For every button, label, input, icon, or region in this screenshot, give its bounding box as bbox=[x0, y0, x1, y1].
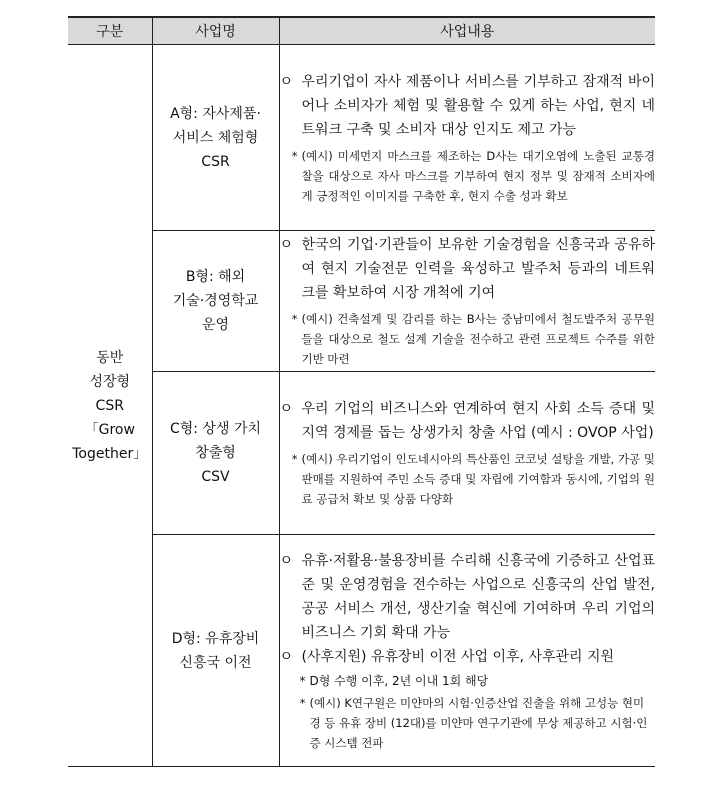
note-item bbox=[280, 671, 656, 691]
bullet-item bbox=[280, 549, 656, 645]
bullet-marker: ㅇ bbox=[279, 237, 294, 253]
name-line: 운영 bbox=[201, 317, 230, 333]
example-text: (예시) 미세먼지 마스크를 제조하는 D사는 대기오염에 노출된 교통경찰을 대상으로 자사 마스크를 기부하여 현지 정부 및 잠재적 소비자에게 긍정적인 이미지를 구축한 후, 현지 수출 성과 확보 bbox=[301, 148, 655, 203]
bullet-item bbox=[280, 70, 656, 142]
name-line: 서비스 체험형 bbox=[172, 129, 259, 146]
row-name-d bbox=[152, 535, 279, 767]
bullet-marker: ㅇ bbox=[279, 648, 294, 665]
bullet-text: 우리 기업의 비즈니스와 연계하여 현지 사회 소득 증대 및 지역 경제를 돕는 상생가치 창출 사업 (예시 : OVOP 사업) bbox=[301, 401, 655, 441]
name-line: 신흥국 이전 bbox=[179, 654, 252, 671]
bullet-marker: ㅇ bbox=[279, 552, 294, 569]
row-content-c bbox=[279, 372, 655, 535]
category-line: 성장형 bbox=[89, 373, 131, 390]
name-line: A형: 자사제품· bbox=[170, 105, 261, 122]
name-line: 기술·경영학교 bbox=[172, 293, 259, 309]
bullet-item bbox=[280, 645, 656, 669]
bullet-text: (사후지원) 유휴장비 이전 사업 이후, 사후관리 지원 bbox=[301, 648, 615, 665]
table-row-c bbox=[68, 372, 655, 535]
name-line: D형: 유휴장비 bbox=[171, 630, 260, 647]
bullet-marker: ㅇ bbox=[279, 73, 294, 90]
name-line: C형: 상생 가치 bbox=[169, 421, 261, 437]
example-item bbox=[280, 449, 656, 509]
row-content-a bbox=[279, 45, 655, 231]
star-marker: * bbox=[299, 673, 306, 688]
row-name-b bbox=[152, 231, 279, 372]
note-text: D형 수행 이후, 2년 이내 1회 해당 bbox=[309, 673, 489, 688]
table-row-b bbox=[68, 231, 655, 372]
category-line: 동반 bbox=[96, 349, 124, 366]
example-text: (예시) 우리기업이 인도네시아의 특산품인 코코넛 설탕을 개발, 가공 및 판매를 지원하여 주민 소득 증대 및 자립에 기여함과 동시에, 기업의 원료 공급처 확보 및 상품 다양화 bbox=[301, 452, 655, 506]
name-line: CSR bbox=[201, 153, 230, 170]
row-name-c bbox=[152, 372, 279, 535]
row-content-d bbox=[279, 535, 655, 767]
example-item bbox=[280, 693, 656, 753]
header-category: 구분 bbox=[68, 17, 152, 45]
header-content: 사업내용 bbox=[279, 17, 655, 45]
header-row bbox=[68, 17, 655, 45]
star-marker: * bbox=[291, 148, 298, 163]
category-cell bbox=[68, 45, 152, 767]
table-row-a bbox=[68, 45, 655, 231]
example-item bbox=[280, 309, 656, 369]
category-line: Together」 bbox=[72, 445, 148, 462]
example-text: (예시) K연구원은 미얀마의 시험·인증산업 진출을 위해 고성능 현미경 등 유휴 장비 (12대)를 미얀마 연구기관에 무상 제공하고 시험·인증 시스템 전파 bbox=[309, 695, 648, 750]
bullet-item bbox=[280, 233, 656, 305]
category-line: CSR bbox=[95, 397, 124, 414]
header-name: 사업명 bbox=[152, 17, 279, 45]
bullet-text: 한국의 기업·기관들이 보유한 기술경험을 신흥국과 공유하여 현지 기술전문 인력을 육성하고 발주처 등과의 네트워크를 확보하여 시장 개척에 기여 bbox=[301, 237, 655, 301]
star-marker: * bbox=[291, 452, 298, 466]
name-line: 창출형 bbox=[195, 445, 236, 461]
bullet-text: 유휴·저활용·불용장비를 수리해 신흥국에 기증하고 산업표준 및 운영경험을 전수하는 사업으로 신흥국의 산업 발전, 공공 서비스 개선, 생산기술 혁신에 기여하며 우리 기업의 비즈니스 기회 확대 가능 bbox=[301, 552, 655, 641]
bullet-text: 우리기업이 자사 제품이나 서비스를 기부하고 잠재적 바이어나 소비자가 체험 및 활용할 수 있게 하는 사업, 현지 네트워크 구축 및 소비자 대상 인지도 제고 가능 bbox=[301, 73, 655, 138]
star-marker: * bbox=[291, 312, 298, 326]
row-content-b bbox=[279, 231, 655, 372]
bullet-marker: ㅇ bbox=[279, 401, 294, 417]
star-marker: * bbox=[299, 695, 306, 710]
business-table bbox=[68, 16, 655, 767]
example-text: (예시) 건축설계 및 감리를 하는 B사는 중남미에서 철도발주처 공무원들을 대상으로 철도 설계 기술을 전수하고 관련 프로젝트 수주를 위한 기반 마련 bbox=[301, 312, 655, 366]
category-line: 「Grow bbox=[84, 421, 135, 438]
name-line: B형: 해외 bbox=[185, 269, 246, 285]
row-name-a bbox=[152, 45, 279, 231]
name-line: CSV bbox=[201, 469, 230, 485]
bullet-item bbox=[280, 397, 656, 445]
example-item bbox=[280, 146, 656, 206]
table-row-d bbox=[68, 535, 655, 767]
